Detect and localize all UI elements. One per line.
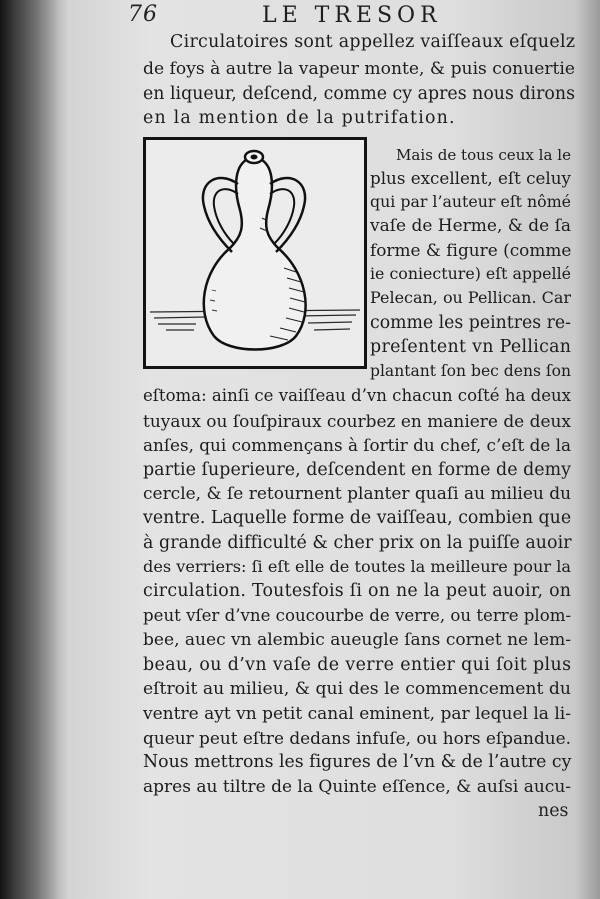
gutter-shadow bbox=[0, 0, 70, 899]
text-line: plus excellent, eſt celuy bbox=[370, 168, 571, 188]
text-line: peut vſer d’vne coucourbe de verre, ou terre plom- bbox=[143, 606, 572, 625]
text-line: forme & figure (comme bbox=[370, 240, 572, 260]
text-line: comme les peintres re- bbox=[370, 313, 571, 333]
text-line: ventre ayt vn petit canal eminent, par lequel la li- bbox=[143, 704, 571, 724]
text-line: apres au tiltre de la Quinte eſſence, & auſsi aucu- bbox=[143, 777, 572, 797]
text-line: anſes, qui commençans à ſortir du chef, c’eſt de la bbox=[143, 435, 571, 455]
text-line: Circulatoires sont appellez vaiſſeaux eſquelz bbox=[170, 32, 576, 52]
page-number: 76 bbox=[128, 2, 158, 27]
text-line: ie coniecture) eſt appellé bbox=[370, 264, 571, 283]
text-line: à grande difficulté & cher prix on la puiſſe auoir bbox=[143, 533, 572, 553]
text-line: plantant ſon bec dens ſon bbox=[370, 362, 572, 380]
text-line: en liqueur, deſcend, comme cy apres nous dirons bbox=[143, 84, 576, 104]
text-line: qui par l’auteur eſt nômé bbox=[370, 192, 571, 211]
text-line: cercle, & ſe retournent planter quaſi au milieu du bbox=[143, 484, 572, 504]
text-line: tuyaux ou ſouſpiraux courbez en maniere de deux bbox=[143, 411, 571, 431]
text-line: eſtroit au milieu, & qui des le commencement du bbox=[143, 679, 571, 699]
text-line: beau, ou d’vn vaſe de verre entier qui ſoit plus bbox=[143, 655, 572, 675]
text-line: des verriers: ſi eſt elle de toutes la meilleure pour la bbox=[143, 557, 571, 576]
text-line: ventre. Laquelle forme de vaiſſeau, combien que bbox=[143, 508, 572, 528]
running-title: LE TRESOR bbox=[262, 3, 442, 28]
pelican-vessel-woodcut-illustration bbox=[146, 140, 364, 366]
catchword: nes bbox=[538, 801, 569, 821]
text-line: Pelecan, ou Pellican. Car bbox=[370, 288, 571, 307]
pelican-vessel-figure bbox=[143, 137, 367, 369]
running-head bbox=[0, 0, 600, 30]
text-line: vaſe de Herme, & de ſa bbox=[370, 216, 572, 236]
text-line: Mais de tous ceux la le bbox=[396, 146, 571, 164]
text-line: Nous mettrons les figures de l’vn & de l’autre cy bbox=[143, 752, 572, 772]
text-line: de foys à autre la vapeur monte, & puis conuertie bbox=[143, 59, 576, 79]
text-line: queur peut eſtre dedans infuſe, ou hors eſpandue. bbox=[143, 728, 571, 748]
text-line: circulation. Toutesfois ſi on ne la peut auoir, on bbox=[143, 581, 572, 601]
text-line: bee, auec vn alembic aueugle ſans cornet ne lem- bbox=[143, 630, 571, 650]
text-line: partie ſuperieure, deſcendent en forme de demy bbox=[143, 460, 572, 480]
text-line: eſtoma: ainſi ce vaiſſeau d’vn chacun coſté ha deux bbox=[143, 386, 572, 405]
text-line: en la mention de la putrifation. bbox=[143, 108, 456, 128]
text-line: preſentent vn Pellican bbox=[370, 337, 572, 357]
